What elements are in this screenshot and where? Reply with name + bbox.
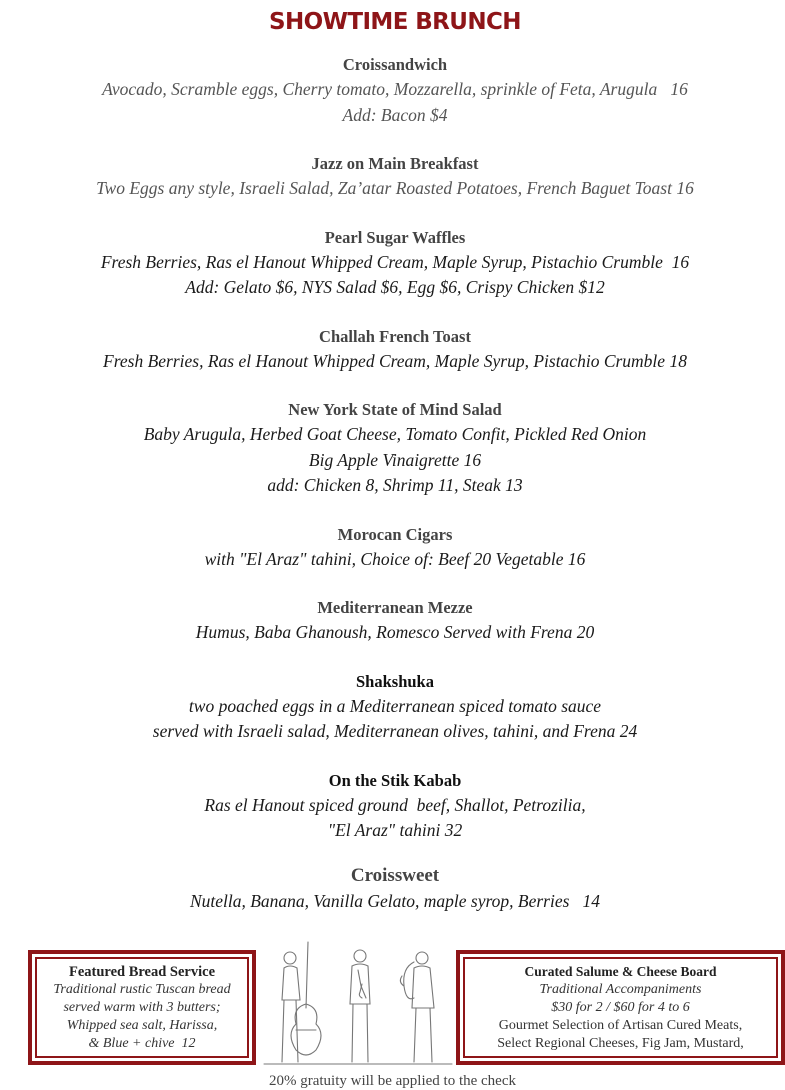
menu-list	[0, 52, 785, 937]
menu-item-description: Fresh Berries, Ras el Hanout Whipped Cream, Maple Syrup, Pistachio Crumble 18	[103, 350, 687, 371]
bread-service-line: & Blue + chive 12	[88, 1036, 196, 1051]
board-price: $30 for 2 / $60 for 4 to 6	[551, 1000, 690, 1015]
bread-service-line: Whipped sea salt, Harissa,	[66, 1018, 218, 1033]
bread-service-box	[28, 950, 256, 1065]
menu-item-name: Croissandwich	[342, 55, 448, 74]
bread-service-line: served warm with 3 butters;	[63, 1000, 221, 1015]
menu-item-french-toast	[0, 324, 785, 375]
menu-item-name: Mediterranean Mezze	[317, 598, 473, 617]
menu-item-description: Nutella, Banana, Vanilla Gelato, maple syrop, Berries 14	[189, 890, 601, 911]
menu-item-description: Fresh Berries, Ras el Hanout Whipped Cream, Maple Syrup, Pistachio Crumble 16	[100, 251, 690, 272]
menu-item-description: Humus, Baba Ghanoush, Romesco Served with Frena 20	[195, 622, 595, 642]
menu-item-waffles	[0, 225, 785, 301]
menu-item-description: two poached eggs in a Mediterranean spiced tomato sauce	[188, 695, 602, 716]
board-line: Gourmet Selection of Artisan Cured Meats,	[498, 1018, 743, 1033]
menu-item-addon: Add: Gelato $6, NYS Salad $6, Egg $6, Crispy Chicken $12	[185, 277, 605, 297]
menu-item-description: Two Eggs any style, Israeli Salad, Za’atar Roasted Potatoes, French Baguet Toast 16	[96, 178, 694, 198]
gratuity-note: 20% gratuity will be applied to the check	[268, 1073, 516, 1089]
menu-item-description: Big Apple Vinaigrette 16	[308, 449, 482, 470]
menu-item-name: New York State of Mind Salad	[288, 400, 502, 419]
menu-item-croissweet	[0, 862, 785, 915]
menu-item-description: with "El Araz" tahini, Choice of: Beef 20 Vegetable 16	[204, 548, 586, 569]
menu-item-name: Pearl Sugar Waffles	[324, 227, 466, 247]
menu-item-addon: add: Chicken 8, Shrimp 11, Steak 13	[267, 475, 523, 495]
menu-item-name: On the Stik Kabab	[328, 770, 462, 790]
menu-item-description: served with Israeli salad, Mediterranean olives, tahini, and Frena 24	[152, 721, 638, 741]
menu-item-cigars	[0, 522, 785, 573]
menu-item-croissandwich	[0, 52, 785, 128]
menu-item-jazz-breakfast	[0, 151, 785, 202]
menu-title: SHOWTIME BRUNCH	[269, 9, 521, 35]
menu-item-description: "El Araz" tahini 32	[327, 820, 463, 840]
menu-item-name: Morocan Cigars	[337, 524, 453, 544]
jazz-musicians-illustration	[262, 938, 454, 1066]
board-title: Curated Salume & Cheese Board	[524, 964, 717, 979]
bread-service-title: Featured Bread Service	[68, 964, 216, 980]
board-line: Select Regional Cheeses, Fig Jam, Mustard,	[497, 1036, 744, 1051]
menu-item-description: Avocado, Scramble eggs, Cherry tomato, Mozzarella, sprinkle of Feta, Arugula 16	[102, 79, 688, 99]
menu-item-shakshuka	[0, 669, 785, 745]
menu-item-mezze	[0, 595, 785, 646]
menu-item-description: Baby Arugula, Herbed Goat Cheese, Tomato Confit, Pickled Red Onion	[143, 424, 647, 444]
menu-item-kabab	[0, 768, 785, 844]
menu-item-description: Ras el Hanout spiced ground beef, Shallot, Petrozilia,	[204, 794, 586, 815]
menu-item-name: Croissweet	[350, 864, 440, 886]
menu-item-addon: Add: Bacon $4	[342, 104, 448, 125]
salume-cheese-board-box	[456, 950, 785, 1065]
menu-item-nys-salad	[0, 397, 785, 499]
bread-service-line: Traditional rustic Tuscan bread	[53, 982, 231, 997]
menu-item-name: Challah French Toast	[319, 326, 471, 346]
menu-item-name: Shakshuka	[356, 671, 434, 691]
menu-item-name: Jazz on Main Breakfast	[311, 154, 479, 173]
board-subtitle: Traditional Accompaniments	[539, 982, 702, 997]
